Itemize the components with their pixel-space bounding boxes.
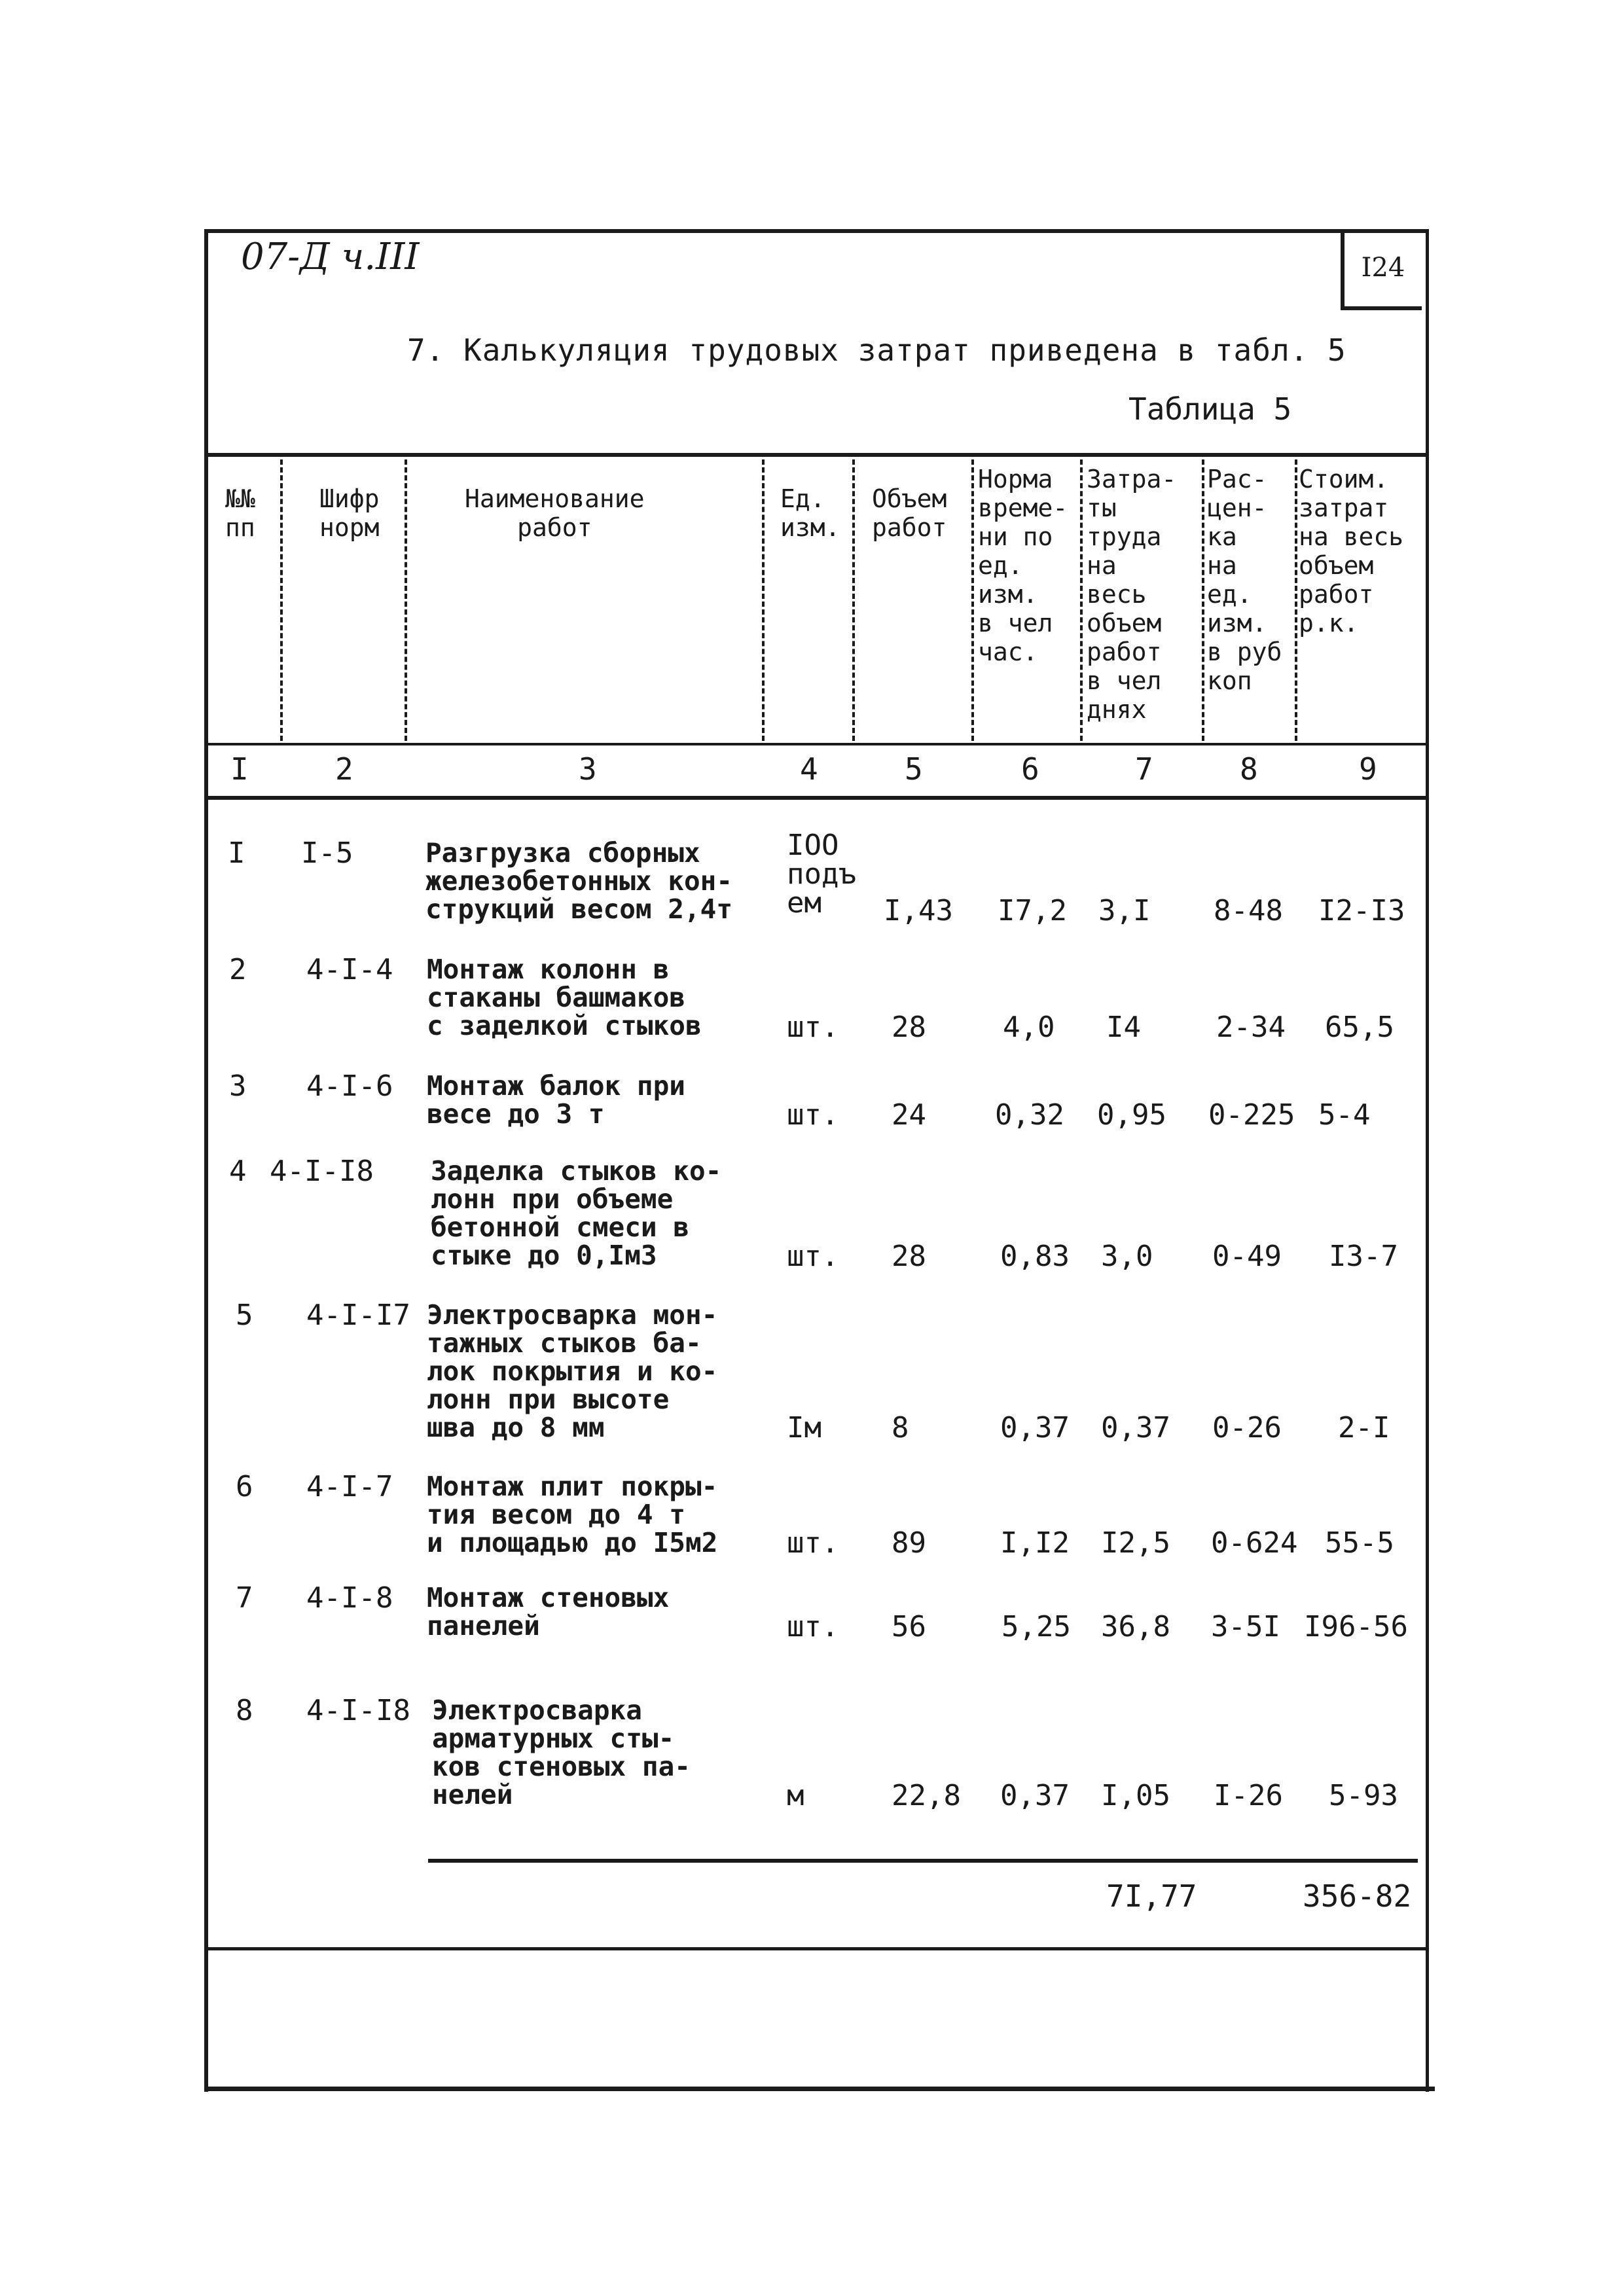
row-labor: 3,I xyxy=(1098,894,1151,927)
row-labor: 0,37 xyxy=(1101,1411,1170,1444)
row-work-name: Электросварка мон- тажных стыков ба- лок покрытия и ко- лонн при высоте шва до 8 мм xyxy=(427,1299,718,1443)
totals-rule xyxy=(428,1859,1418,1863)
row-volume: I,43 xyxy=(884,894,953,927)
row-code: 4-I-7 xyxy=(306,1470,393,1503)
row-work-name: Разгрузка сборных железобетонных кон- струкций весом 2,4т xyxy=(425,837,732,925)
row-norm: 5,25 xyxy=(1001,1610,1071,1643)
row-norm: I7,2 xyxy=(998,894,1067,927)
row-volume: 28 xyxy=(892,1011,926,1044)
column-number: 7 xyxy=(1135,751,1153,787)
row-number: I xyxy=(228,836,245,870)
row-code: 4-I-8 xyxy=(306,1581,393,1615)
row-code: 4-I-6 xyxy=(306,1069,393,1103)
row-unit: шт. xyxy=(787,1011,839,1044)
handwritten-code: 07-Д ч.III xyxy=(241,236,420,278)
column-number: 4 xyxy=(800,751,818,787)
row-volume: 8 xyxy=(892,1411,909,1444)
column-divider xyxy=(1202,459,1204,741)
table-label: Таблица 5 xyxy=(1128,391,1292,427)
column-number: 5 xyxy=(905,751,923,787)
frame-bottom-border xyxy=(204,2087,1435,2091)
row-norm: 0,83 xyxy=(1000,1240,1070,1273)
row-cost: I3-7 xyxy=(1329,1240,1398,1273)
row-number: 4 xyxy=(229,1155,247,1188)
row-rate: I-26 xyxy=(1214,1779,1283,1812)
row-rate: 0-624 xyxy=(1211,1526,1298,1560)
footer-divider xyxy=(204,1947,1426,1950)
row-cost: 5-4 xyxy=(1318,1098,1371,1132)
row-cost: 65,5 xyxy=(1325,1011,1394,1044)
row-rate: 2-34 xyxy=(1216,1011,1286,1044)
row-norm: 0,37 xyxy=(1000,1779,1070,1812)
row-labor: I,05 xyxy=(1101,1779,1170,1812)
header-unit: Ед. изм. xyxy=(780,484,840,542)
header-norm-code: Шифр норм xyxy=(319,484,380,542)
row-norm: I,I2 xyxy=(1000,1526,1070,1560)
header-time-norm: Норма време- ни по ед. изм. в чел час. xyxy=(978,465,1068,666)
row-number: 7 xyxy=(236,1581,253,1615)
column-number: 6 xyxy=(1021,751,1039,787)
row-labor: 3,0 xyxy=(1101,1240,1153,1273)
row-unit: м xyxy=(787,1779,804,1812)
row-norm: 0,32 xyxy=(995,1098,1064,1132)
row-volume: 22,8 xyxy=(892,1779,961,1812)
header-divider xyxy=(204,743,1426,745)
page-number-text: I24 xyxy=(1361,253,1405,283)
total-labor: 7I,77 xyxy=(1106,1878,1197,1914)
row-work-name: Монтаж стеновых панелей xyxy=(427,1582,670,1641)
row-unit: IOO подъ ем xyxy=(787,829,856,920)
row-work-name: Монтаж плит покры- тия весом до 4 т и площадью до I5м2 xyxy=(427,1471,718,1558)
row-number: 8 xyxy=(236,1694,253,1727)
row-code: 4-I-I8 xyxy=(270,1155,374,1188)
row-rate: 3-5I xyxy=(1211,1610,1280,1643)
column-divider xyxy=(762,459,765,741)
column-number: 3 xyxy=(579,751,597,787)
row-code: 4-I-I8 xyxy=(306,1694,410,1727)
column-number: 8 xyxy=(1240,751,1258,787)
row-unit: шт. xyxy=(787,1526,839,1560)
row-work-name: Электросварка арматурных сты- ков стеновых па- нелей xyxy=(432,1695,691,1810)
header-row-number: №№ пп xyxy=(225,484,255,542)
column-divider xyxy=(1080,459,1083,741)
header-total-cost: Стоим. затрат на весь объем работ р.к. xyxy=(1299,465,1404,637)
column-divider xyxy=(405,459,407,741)
row-labor: 0,95 xyxy=(1097,1098,1166,1132)
row-cost: 2-I xyxy=(1338,1411,1390,1444)
row-volume: 28 xyxy=(892,1240,926,1273)
page-number xyxy=(1341,229,1422,310)
section-caption: 7. Калькуляция трудовых затрат приведена в табл. 5 xyxy=(407,332,1346,368)
row-labor: I4 xyxy=(1106,1011,1141,1044)
row-norm: 0,37 xyxy=(1000,1411,1070,1444)
row-rate: 8-48 xyxy=(1214,894,1283,927)
column-divider xyxy=(280,459,283,741)
row-volume: 89 xyxy=(892,1526,926,1560)
column-divider xyxy=(971,459,974,741)
row-rate: 0-225 xyxy=(1208,1098,1295,1132)
row-volume: 56 xyxy=(892,1610,926,1643)
row-rate: 0-26 xyxy=(1212,1411,1282,1444)
column-number: 9 xyxy=(1359,751,1377,787)
row-unit: Iм xyxy=(787,1411,821,1444)
row-work-name: Заделка стыков ко- лонн при объеме бетонной смеси в стыке до 0,Iм3 xyxy=(431,1155,722,1271)
header-work-name: Наименование работ xyxy=(465,484,645,542)
header-volume: Объем работ xyxy=(872,484,947,542)
row-cost: I2-I3 xyxy=(1318,894,1405,927)
row-code: 4-I-4 xyxy=(306,953,393,986)
header-labor-cost: Затра- ты труда на весь объем работ в чел днях xyxy=(1087,465,1177,724)
row-code: I-5 xyxy=(301,836,353,870)
row-work-name: Монтаж колонн в стаканы башмаков с заделкой стыков xyxy=(427,954,702,1041)
table-top-border xyxy=(204,453,1426,457)
row-code: 4-I-I7 xyxy=(306,1299,410,1332)
row-unit: шт. xyxy=(787,1610,839,1643)
header-rate: Рас- цен- ка на ед. изм. в руб коп xyxy=(1207,465,1282,695)
row-number: 3 xyxy=(229,1069,247,1103)
column-number: 2 xyxy=(335,751,353,787)
row-unit: шт. xyxy=(787,1098,839,1132)
row-norm: 4,0 xyxy=(1003,1011,1055,1044)
row-number: 2 xyxy=(229,953,247,986)
row-labor: I2,5 xyxy=(1101,1526,1170,1560)
row-unit: шт. xyxy=(787,1240,839,1273)
row-cost: I96-56 xyxy=(1304,1610,1408,1643)
row-number: 5 xyxy=(236,1299,253,1332)
row-cost: 5-93 xyxy=(1329,1779,1398,1812)
column-divider xyxy=(852,459,855,741)
total-cost: 356-82 xyxy=(1303,1878,1412,1914)
row-cost: 55-5 xyxy=(1325,1526,1394,1560)
column-number: I xyxy=(230,751,249,787)
row-work-name: Монтаж балок при весе до 3 т xyxy=(427,1070,685,1130)
column-divider xyxy=(1295,459,1297,741)
row-volume: 24 xyxy=(892,1098,926,1132)
column-numbers-divider xyxy=(204,796,1426,800)
row-number: 6 xyxy=(236,1470,253,1503)
row-rate: 0-49 xyxy=(1212,1240,1282,1273)
row-labor: 36,8 xyxy=(1101,1610,1170,1643)
